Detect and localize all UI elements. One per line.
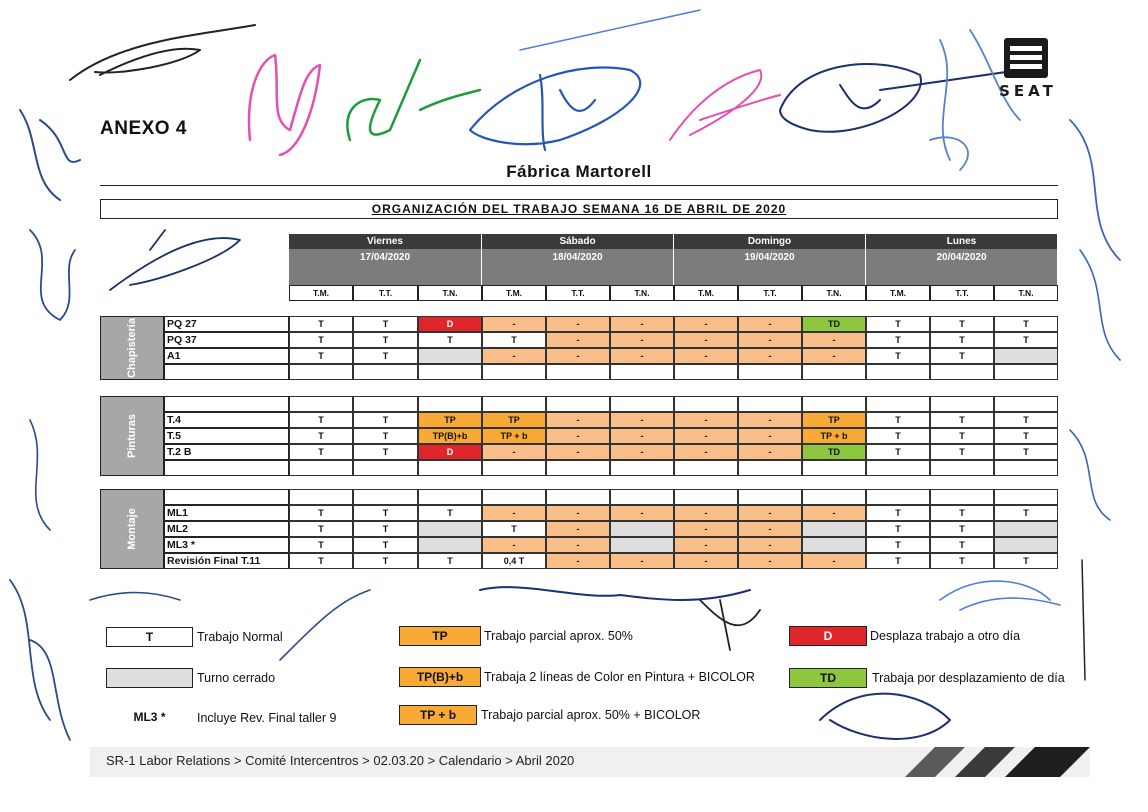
schedule-cell: T xyxy=(353,348,418,364)
schedule-cell: T xyxy=(289,444,353,460)
schedule-cell: - xyxy=(610,316,674,332)
schedule-cell: T xyxy=(289,537,353,553)
signature-bottom-blue-3 xyxy=(940,581,1060,610)
schedule-cell: T xyxy=(994,428,1058,444)
schedule-cell xyxy=(674,364,738,380)
schedule-cell xyxy=(289,460,353,476)
schedule-cell: - xyxy=(802,332,866,348)
schedule-cell: - xyxy=(546,521,610,537)
schedule-cell xyxy=(994,460,1058,476)
shift-header: T.M. xyxy=(289,285,353,301)
row-label: T.2 B xyxy=(164,444,289,460)
signature-pink-1 xyxy=(249,55,320,155)
signature-bottom-blue-1 xyxy=(480,587,750,600)
schedule-cell xyxy=(738,364,802,380)
schedule-cell xyxy=(610,396,674,412)
schedule-cell xyxy=(802,521,866,537)
schedule-cell: - xyxy=(674,332,738,348)
shift-header: T.T. xyxy=(353,285,418,301)
schedule-cell: T xyxy=(994,505,1058,521)
schedule-cell: T xyxy=(994,553,1058,569)
schedule-cell xyxy=(610,460,674,476)
schedule-cell: - xyxy=(738,316,802,332)
schedule-cell: T xyxy=(866,316,930,332)
schedule-cell: D xyxy=(418,316,482,332)
row-label: ML2 xyxy=(164,521,289,537)
schedule-cell: T xyxy=(866,428,930,444)
section-name: Montaje xyxy=(126,508,138,550)
schedule-cell: - xyxy=(546,505,610,521)
schedule-cell: T xyxy=(930,537,994,553)
schedule-cell: T xyxy=(994,444,1058,460)
schedule-cell: T xyxy=(994,316,1058,332)
signature-bottom-navy xyxy=(820,694,950,739)
signature-navy xyxy=(780,64,1020,132)
schedule-cell: - xyxy=(546,428,610,444)
signature-right-margin-2 xyxy=(1080,250,1120,360)
row-label: PQ 37 xyxy=(164,332,289,348)
schedule-cell: - xyxy=(674,444,738,460)
schedule-cell xyxy=(353,489,418,505)
schedule-cell xyxy=(994,396,1058,412)
schedule-cell: T xyxy=(866,553,930,569)
legend-swatch: D xyxy=(789,626,867,646)
row-label xyxy=(164,364,289,380)
schedule-cell: T xyxy=(289,412,353,428)
schedule-cell: - xyxy=(610,428,674,444)
annex-title: ANEXO 4 xyxy=(100,118,187,139)
schedule-cell xyxy=(802,489,866,505)
row-label: T.4 xyxy=(164,412,289,428)
schedule-cell xyxy=(802,460,866,476)
schedule-cell: - xyxy=(610,444,674,460)
schedule-cell xyxy=(482,489,546,505)
schedule-cell xyxy=(482,396,546,412)
shift-header: T.N. xyxy=(610,285,674,301)
schedule-cell: T xyxy=(289,521,353,537)
schedule-cell: - xyxy=(802,348,866,364)
schedule-cell: - xyxy=(674,348,738,364)
day-date: 19/04/2020 xyxy=(674,249,866,285)
signature-black-top-left xyxy=(70,25,255,80)
schedule-cell xyxy=(353,396,418,412)
schedule-cell: T xyxy=(930,316,994,332)
schedule-cell: T xyxy=(289,332,353,348)
schedule-cell: T xyxy=(482,521,546,537)
section-label xyxy=(100,316,164,380)
schedule-cell: - xyxy=(674,521,738,537)
day-date: 17/04/2020 xyxy=(289,249,482,285)
signature-blue-long xyxy=(520,10,700,50)
schedule-cell: - xyxy=(546,348,610,364)
schedule-cell xyxy=(418,537,482,553)
shift-header: T.N. xyxy=(994,285,1058,301)
document-title: ORGANIZACIÓN DEL TRABAJO SEMANA 16 DE ABRIL DE 2020 xyxy=(371,202,787,216)
schedule-cell xyxy=(418,396,482,412)
schedule-cell: T xyxy=(353,332,418,348)
schedule-cell: - xyxy=(674,316,738,332)
seat-logo-text: SEAT xyxy=(999,82,1057,100)
schedule-cell xyxy=(930,489,994,505)
day-date: 18/04/2020 xyxy=(482,249,674,285)
schedule-cell: - xyxy=(802,505,866,521)
legend-description: Trabajo parcial aprox. 50% + BICOLOR xyxy=(481,708,701,722)
schedule-cell: T xyxy=(866,505,930,521)
schedule-cell: T xyxy=(930,332,994,348)
shift-header: T.N. xyxy=(418,285,482,301)
legend-description: Turno cerrado xyxy=(197,671,276,685)
signature-pink-2 xyxy=(670,70,780,140)
schedule-cell: T xyxy=(418,553,482,569)
schedule-cell xyxy=(353,364,418,380)
schedule-cell: TP xyxy=(482,412,546,428)
schedule-cell xyxy=(610,364,674,380)
legend-description: Trabajo Normal xyxy=(197,630,283,644)
schedule-cell xyxy=(289,489,353,505)
schedule-cell: TP(B)+b xyxy=(418,428,482,444)
schedule-cell: T xyxy=(866,444,930,460)
schedule-cell: T xyxy=(994,412,1058,428)
row-label xyxy=(164,460,289,476)
legend-swatch xyxy=(106,668,193,688)
schedule-cell xyxy=(674,460,738,476)
shift-header: T.T. xyxy=(738,285,802,301)
legend-description: Trabajo parcial aprox. 50% xyxy=(484,629,633,643)
schedule-cell: TD xyxy=(802,316,866,332)
schedule-cell: TP xyxy=(418,412,482,428)
schedule-cell: - xyxy=(738,348,802,364)
schedule-cell: - xyxy=(610,553,674,569)
schedule-cell xyxy=(289,364,353,380)
schedule-cell: T xyxy=(289,553,353,569)
legend-swatch: TD xyxy=(789,668,867,688)
row-label: ML3 * xyxy=(164,537,289,553)
schedule-cell: - xyxy=(546,444,610,460)
schedule-cell: T xyxy=(930,412,994,428)
legend-description: Trabaja por desplazamiento de día xyxy=(872,671,1065,685)
schedule-cell: - xyxy=(738,412,802,428)
schedule-cell: T xyxy=(289,348,353,364)
schedule-cell xyxy=(418,521,482,537)
schedule-cell: - xyxy=(674,428,738,444)
schedule-cell: - xyxy=(482,537,546,553)
section-name: Pinturas xyxy=(126,413,138,459)
schedule-cell: T xyxy=(866,412,930,428)
day-name: Lunes xyxy=(866,234,1058,249)
schedule-cell xyxy=(482,460,546,476)
schedule-cell: T xyxy=(866,348,930,364)
schedule-cell xyxy=(866,489,930,505)
schedule-cell xyxy=(930,396,994,412)
title-divider xyxy=(100,185,1058,186)
schedule-cell xyxy=(866,364,930,380)
signature-right-margin-1 xyxy=(1070,120,1120,260)
signature-left-margin-4 xyxy=(10,580,70,740)
schedule-cell: T xyxy=(353,444,418,460)
signature-left-margin-1 xyxy=(20,110,80,200)
schedule-cell: - xyxy=(738,505,802,521)
schedule-cell: TP xyxy=(802,412,866,428)
schedule-cell: T xyxy=(930,428,994,444)
schedule-cell xyxy=(802,364,866,380)
schedule-cell: - xyxy=(674,537,738,553)
day-name: Domingo xyxy=(674,234,866,249)
schedule-cell: T xyxy=(353,505,418,521)
schedule-cell: T xyxy=(866,521,930,537)
row-label xyxy=(164,489,289,505)
schedule-cell: T xyxy=(353,316,418,332)
schedule-cell xyxy=(418,489,482,505)
schedule-cell: D xyxy=(418,444,482,460)
schedule-cell xyxy=(546,460,610,476)
schedule-cell: T xyxy=(866,332,930,348)
section-label xyxy=(100,489,164,569)
factory-name: Fábrica Martorell xyxy=(506,162,652,181)
shift-header: T.M. xyxy=(482,285,546,301)
shift-header: T.T. xyxy=(546,285,610,301)
schedule-cell: T xyxy=(482,332,546,348)
row-label: A1 xyxy=(164,348,289,364)
schedule-cell: T xyxy=(418,505,482,521)
schedule-cell xyxy=(866,460,930,476)
schedule-cell: - xyxy=(610,505,674,521)
seat-logo xyxy=(988,38,1068,100)
legend-swatch: ML3 * xyxy=(133,710,166,724)
schedule-cell xyxy=(610,537,674,553)
signature-left-margin-2 xyxy=(30,230,75,320)
schedule-cell xyxy=(418,364,482,380)
schedule-cell: T xyxy=(353,412,418,428)
legend-swatch: TP(B)+b xyxy=(399,667,481,687)
document-title-box xyxy=(100,199,1058,219)
schedule-cell: - xyxy=(546,412,610,428)
shift-header: T.M. xyxy=(866,285,930,301)
schedule-cell: TP + b xyxy=(482,428,546,444)
schedule-cell xyxy=(994,489,1058,505)
signature-green xyxy=(347,60,480,140)
day-date: 20/04/2020 xyxy=(866,249,1058,285)
legend-description: Incluye Rev. Final taller 9 xyxy=(197,711,337,725)
footer-text: SR-1 Labor Relations > Comité Intercentros > 02.03.20 > Calendario > Abril 2020 xyxy=(106,753,575,768)
schedule-cell xyxy=(802,396,866,412)
legend-description: Trabaja 2 líneas de Color en Pintura + BICOLOR xyxy=(484,670,755,684)
schedule-cell: T xyxy=(930,553,994,569)
schedule-cell: - xyxy=(738,428,802,444)
schedule-cell xyxy=(418,460,482,476)
schedule-cell xyxy=(994,537,1058,553)
schedule-cell xyxy=(546,396,610,412)
row-label xyxy=(164,396,289,412)
schedule-cell: - xyxy=(674,505,738,521)
schedule-cell xyxy=(994,521,1058,537)
shift-header: T.T. xyxy=(930,285,994,301)
schedule-cell: - xyxy=(546,537,610,553)
schedule-cell xyxy=(546,489,610,505)
schedule-cell: T xyxy=(289,428,353,444)
schedule-cell: - xyxy=(674,553,738,569)
shift-header: T.M. xyxy=(674,285,738,301)
schedule-cell: T xyxy=(866,537,930,553)
schedule-cell xyxy=(546,364,610,380)
shift-header: T.N. xyxy=(802,285,866,301)
footer-stripes xyxy=(885,747,1090,777)
schedule-cell xyxy=(738,460,802,476)
schedule-cell xyxy=(289,396,353,412)
schedule-cell xyxy=(353,460,418,476)
schedule-cell xyxy=(738,396,802,412)
section-label xyxy=(100,396,164,476)
row-label: Revisión Final T.11 xyxy=(164,553,289,569)
signature-blue-under-title xyxy=(110,230,240,290)
schedule-cell: T xyxy=(289,316,353,332)
schedule-cell: T xyxy=(930,444,994,460)
schedule-cell xyxy=(994,348,1058,364)
schedule-cell: T xyxy=(418,332,482,348)
schedule-cell xyxy=(930,460,994,476)
day-name: Sábado xyxy=(482,234,674,249)
signature-left-margin-3 xyxy=(30,420,50,530)
legend-swatch: TP + b xyxy=(399,705,477,725)
section-name: Chapistería xyxy=(126,318,138,378)
schedule-cell: - xyxy=(546,316,610,332)
schedule-cell: - xyxy=(482,444,546,460)
schedule-cell: T xyxy=(353,553,418,569)
signature-bottom-left xyxy=(90,590,370,660)
schedule-cell: TP + b xyxy=(802,428,866,444)
schedule-cell: T xyxy=(353,537,418,553)
schedule-cell xyxy=(994,364,1058,380)
schedule-cell: - xyxy=(738,553,802,569)
schedule-cell xyxy=(866,396,930,412)
schedule-cell xyxy=(674,489,738,505)
schedule-cell: T xyxy=(353,428,418,444)
signature-right-vertical xyxy=(1082,560,1085,680)
schedule-cell xyxy=(610,489,674,505)
schedule-cell: T xyxy=(930,521,994,537)
schedule-cell: - xyxy=(738,521,802,537)
legend-swatch: T xyxy=(106,627,193,647)
schedule-cell: - xyxy=(482,348,546,364)
schedule-cell: T xyxy=(353,521,418,537)
schedule-cell: - xyxy=(546,332,610,348)
schedule-cell: - xyxy=(482,505,546,521)
schedule-cell xyxy=(674,396,738,412)
schedule-cell: TD xyxy=(802,444,866,460)
schedule-cell: T xyxy=(930,505,994,521)
legend-description: Desplaza trabajo a otro día xyxy=(870,629,1021,643)
schedule-cell xyxy=(802,537,866,553)
schedule-cell: - xyxy=(610,332,674,348)
schedule-cell xyxy=(738,489,802,505)
schedule-cell: 0,4 T xyxy=(482,553,546,569)
schedule-cell: T xyxy=(994,332,1058,348)
signature-blue-center xyxy=(470,68,640,151)
schedule-cell: - xyxy=(610,348,674,364)
row-label: ML1 xyxy=(164,505,289,521)
schedule-cell: - xyxy=(738,332,802,348)
row-label: PQ 27 xyxy=(164,316,289,332)
signature-right-margin-3 xyxy=(1070,430,1110,520)
schedule-cell xyxy=(610,521,674,537)
schedule-cell: - xyxy=(610,412,674,428)
row-label: T.5 xyxy=(164,428,289,444)
schedule-cell: - xyxy=(738,537,802,553)
schedule-cell: T xyxy=(289,505,353,521)
schedule-cell: - xyxy=(482,316,546,332)
schedule-cell: - xyxy=(674,412,738,428)
schedule-cell: T xyxy=(930,348,994,364)
day-name: Viernes xyxy=(289,234,482,249)
schedule-cell: - xyxy=(802,553,866,569)
legend-swatch: TP xyxy=(399,626,481,646)
signature-bottom-blue-2 xyxy=(700,600,760,650)
schedule-cell: - xyxy=(546,553,610,569)
schedule-cell: - xyxy=(738,444,802,460)
schedule-cell xyxy=(930,364,994,380)
schedule-cell xyxy=(418,348,482,364)
seat-logo-mark xyxy=(1004,38,1048,78)
schedule-cell xyxy=(482,364,546,380)
